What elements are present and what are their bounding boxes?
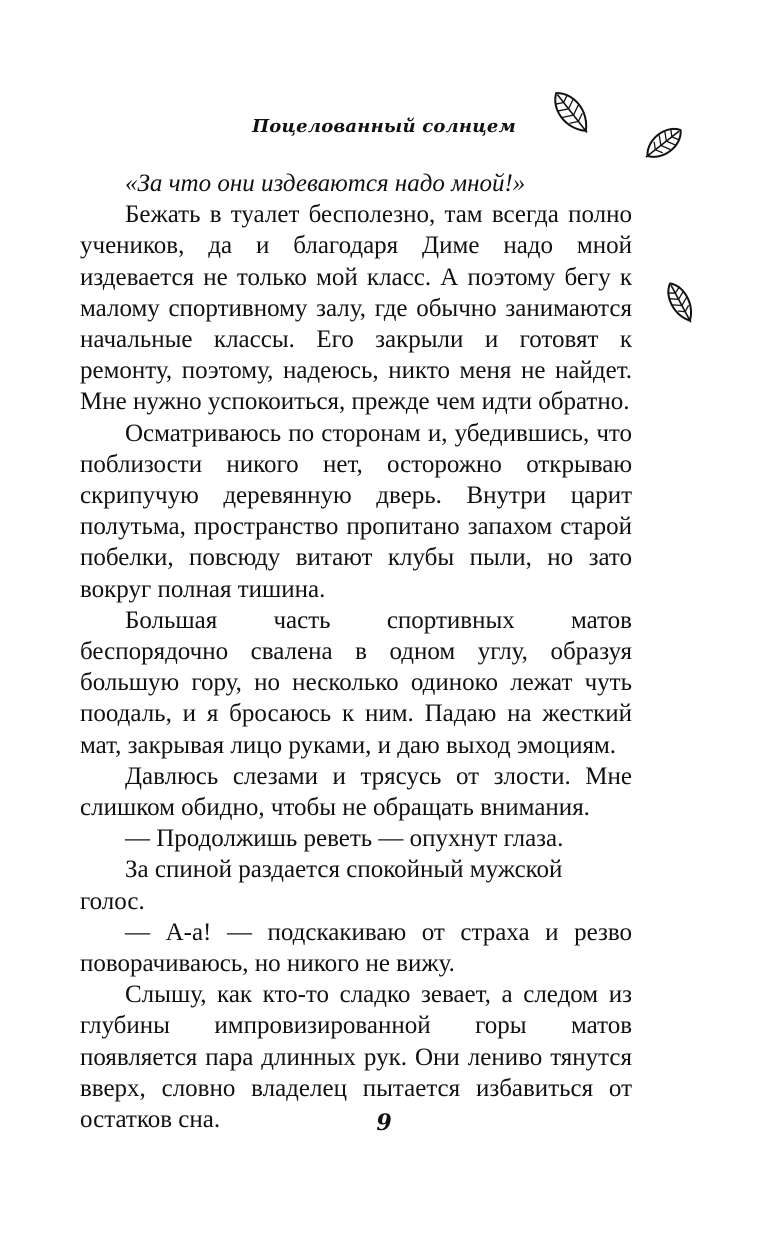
leaf-icon bbox=[638, 120, 690, 166]
dialogue-line: — А-а! — подскакиваю от страха и резво поворачиваюсь, но никого не вижу. bbox=[80, 918, 632, 978]
page-number: 9 bbox=[376, 1110, 392, 1136]
leaf-icon bbox=[660, 278, 700, 326]
leaf-icon bbox=[548, 84, 594, 140]
paragraph: Осматриваюсь по сторонам и, убедившись, что поблизости никого нет, осторожно открываю скрипучую деревянную дверь. Внутри царит полутьма, пространство пропитано запахом старой побелки, повсюду витают клубы пыли, но зато вокруг полная тишина. bbox=[80, 419, 632, 603]
paragraph: Бежать в туалет бесполезно, там всегда полно учеников, да и благодаря Диме надо мной издевается не только мой класс. А поэтому бегу к малому спортивному залу, где обычно занимаются начальные классы. Его закрыли и готовят к ремонту, поэтому, надеюсь, никто меня не найдет. Мне нужно успокоиться, прежде чем идти обратно. bbox=[80, 201, 632, 416]
body-text bbox=[80, 168, 632, 1135]
epigraph: «За что они издеваются надо мной!» bbox=[125, 170, 526, 197]
dialogue-line: — Продолжишь реветь — опухнут глаза. bbox=[125, 825, 564, 853]
running-head-title: Поцелованный солнцем bbox=[252, 116, 516, 137]
paragraph: Большая часть спортивных матов беспорядочно свалена в одном углу, образуя большую гору, но несколько одиноко лежат чуть поодаль, и я бросаюсь к ним. Падаю на жесткий мат, закрывая лицо руками, и даю выход эмоциям. bbox=[80, 606, 632, 759]
paragraph: Слышу, как кто-то сладко зевает, а следом из глубины импровизированной горы матов появляется пара длинных рук. Они лениво тянутся вверх, словно владелец пытается избавиться от остатков сна. bbox=[80, 981, 632, 1134]
paragraph: Давлюсь слезами и трясусь от злости. Мне слишком обидно, чтобы не обращать внимания. bbox=[80, 762, 632, 822]
paragraph: За спиной раздается спокойный мужской голос. bbox=[80, 856, 563, 915]
